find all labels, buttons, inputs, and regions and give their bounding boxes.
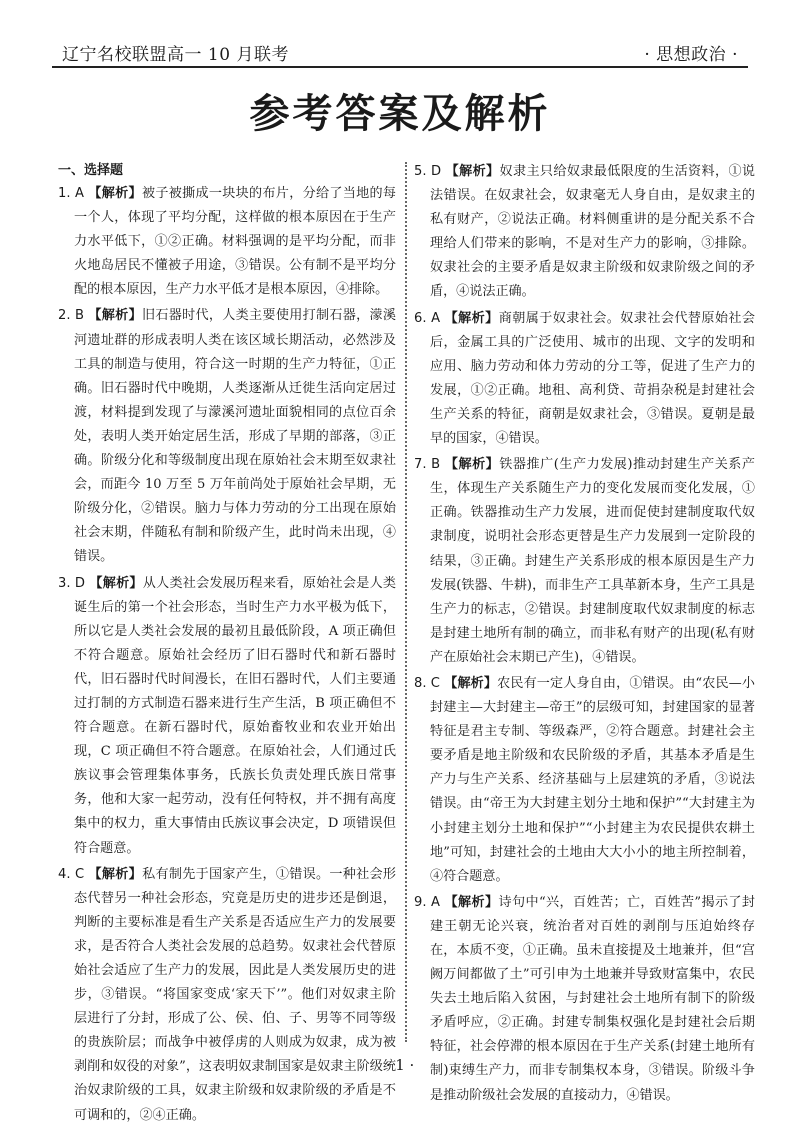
analysis-tag: 【解析】 bbox=[444, 310, 499, 326]
subject-label: · 思想政治 · bbox=[644, 45, 738, 65]
section-heading: 一、选择题 bbox=[58, 163, 124, 178]
analysis-tag: 【解析】 bbox=[88, 308, 142, 324]
answer-body: 从人类社会发展历程来看，原始社会是人类诞生后的第一个社会形态，当时生产力水平极为低下，所以它是人类社会发展的最初且最低阶段，A 项正确但不符合题意。原始社会经历了旧石器时代和新石器时代，旧石器时代时间漫长，在旧石器时代，人们主要通过打制的方式制造石器来进行生产生活，B 项正确但不符合题意。在新石器时代，原始畜牧业和农业开始出现，C 项正确但不符合题意。在原始社会，人们通过氏族议事会管理集体事务，氏族长负责处理氏族日常事务，他和大家一起劳动，没有任何特权，并不拥有高度集中的权力，重大事情由氏族议事会决定，D 项错误但符合题意。 bbox=[74, 575, 397, 856]
answer-item-5 bbox=[414, 160, 755, 305]
header-rule bbox=[52, 66, 748, 68]
answer-number: 4. C bbox=[58, 866, 85, 882]
answer-body: 奴隶主只给奴隶最低限度的生活资料，①说法错误。在奴隶社会，奴隶毫无人身自由，是奴隶主的私有财产，②说法正确。材料侧重讲的是分配关系不合理给人们带来的影响，不是对生产力的影响，③排除。奴隶社会的主要矛盾是奴隶主阶级和奴隶阶级之间的矛盾，④说法正确。 bbox=[430, 164, 756, 300]
answer-number: 7. B bbox=[414, 457, 441, 473]
answer-number: 3. D bbox=[58, 575, 85, 591]
analysis-tag: 【解析】 bbox=[445, 164, 500, 179]
answer-body: 私有制先于国家产生，①错误。一种社会形态代替另一种社会形态，究竟是历史的进步还是倒退，判断的主要标准是看生产关系是否适应生产力的发展要求，是否符合人类社会发展的总趋势。奴隶社会代替原始社会适应了生产力的发展，因此是人类发展历史的进步，③错误。“将国家变成‘家天下’”。他们对奴隶主阶层进行了分封，形成了公、侯、伯、子、男等不同等级的贵族阶层；而战争中被俘虏的人则成为奴隶，成为被剥削和奴役的对象”，这表明奴隶制国家是奴隶主阶级统治奴隶阶级的工具，奴隶主阶级和奴隶阶级的矛盾是不可调和的，②④正确。 bbox=[74, 866, 397, 1123]
left-column bbox=[58, 160, 396, 1130]
column-divider bbox=[405, 162, 407, 1042]
answer-number: 6. A bbox=[414, 310, 441, 326]
answer-item-3 bbox=[58, 572, 396, 861]
answer-body: 被子被撕成一块块的布片，分给了当地的每一个人，体现了平均分配，这样做的根本原因在于生产力水平低下，①②正确。材料强调的是平均分配，而非火地岛居民不懂被子用途，③错误。公有制不是平均分配的根本原因，生产力水平低才是根本原因，④排除。 bbox=[74, 186, 397, 298]
analysis-tag: 【解析】 bbox=[88, 186, 142, 201]
answer-item-1 bbox=[58, 182, 396, 302]
analysis-tag: 【解析】 bbox=[444, 675, 498, 691]
analysis-tag: 【解析】 bbox=[444, 457, 500, 473]
answer-item-4 bbox=[58, 863, 396, 1128]
exam-title: 辽宁名校联盟高一 10 月联考 bbox=[62, 45, 289, 65]
answer-body: 铁器推广(生产力发展)推动封建生产关系产生，体现生产关系随生产力的变化发展而变化发展，①正确。铁器推动生产力发展，进而促使封建制度取代奴隶制度，说明社会形态更替是生产力发展到一定阶段的结果，③正确。封建生产关系形成的根本原因是生产力发展(铁器、牛耕)，而非生产工具革新本身，生产工具是生产力的标志，②错误。封建制度取代奴隶制度的标志是封建土地所有制的确立，而非私有财产的出现(私有财产在原始社会末期已产生)，④错误。 bbox=[430, 457, 756, 665]
answer-body: 旧石器时代，人类主要使用打制石器，濛溪河遗址群的形成表明人类在该区域长期活动，必然涉及工具的制造与使用，符合这一时期的生产力特征，①正确。旧石器时代中晚期，人类逐渐从迁徙生活向定居过渡，材料提到发现了与濛溪河遗址面貌相同的点位百余处，表明人类开始定居生活，形成了早期的部落，③正确。阶级分化和等级制度出现在原始社会末期至奴隶社会，而距今 10 万至 5 万年前尚处于原始社会早期，无阶级分化，②错误。脑力与体力劳动的分工出现在原始社会末期，伴随私有制和阶级产生，此时尚未出现，④错误。 bbox=[74, 308, 397, 565]
answer-body: 诗句中“兴，百姓苦；亡，百姓苦”揭示了封建王朝无论兴衰，统治者对百姓的剥削与压迫始终存在，本质不变，①正确。虽未直接提及土地兼并，但“宫阙万间都做了土”可引申为土地兼并导致财富集中，农民失去土地后陷入贫困，与封建社会土地所有制下的阶级矛盾呼应，②正确。封建专制集权强化是封建社会后期特征，社会停滞的根本原因在于生产关系(封建土地所有制)束缚生产力，而非专制集权本身，③错误。阶级斗争是推动阶级社会发展的直接动力，④错误。 bbox=[430, 894, 756, 1103]
answer-body: 农民有一定人身自由，①错误。由“农民—小封建主—大封建主—帝王”的层级可知，封建国家的显著特征是君主专制、等级森严，②符合题意。封建社会主要矛盾是地主阶级和农民阶级的矛盾，其基本矛盾是生产力与生产关系、经济基础与上层建筑的矛盾，③说法错误。由“帝王为大封建主划分土地和保护”“大封建主为小封建主划分土地和保护”“小封建主为农民提供农耕土地”可知，封建社会的土地由大大小小的地主所控制着，④符合题意。 bbox=[430, 675, 755, 884]
analysis-tag: 【解析】 bbox=[444, 894, 499, 910]
answer-number: 5. D bbox=[414, 164, 442, 179]
answer-item-8 bbox=[414, 672, 755, 889]
analysis-tag: 【解析】 bbox=[89, 575, 143, 591]
analysis-tag: 【解析】 bbox=[88, 866, 143, 882]
answer-item-2 bbox=[58, 304, 396, 569]
answer-number: 8. C bbox=[414, 675, 440, 691]
answer-number: 9. A bbox=[414, 894, 441, 910]
answer-item-7 bbox=[414, 453, 755, 670]
answer-number: 1. A bbox=[58, 186, 84, 201]
answer-item-9 bbox=[414, 891, 755, 1108]
answer-item-6 bbox=[414, 307, 755, 452]
page-title: 参考答案及解析 bbox=[249, 91, 551, 137]
page-header bbox=[52, 30, 748, 70]
right-column bbox=[414, 160, 755, 1110]
page-number: · 1 · bbox=[385, 1056, 415, 1074]
answer-body: 商朝属于奴隶社会。奴隶社会代替原始社会后，金属工具的广泛使用、城市的出现、文字的发明和应用、脑力劳动和体力劳动的分工等，促进了生产力的发展，①②正确。地租、高利贷、苛捐杂税是封建社会生产关系的特征，商朝是奴隶社会，③错误。夏朝是最早的国家，④错误。 bbox=[430, 310, 756, 447]
answer-number: 2. B bbox=[58, 308, 84, 324]
